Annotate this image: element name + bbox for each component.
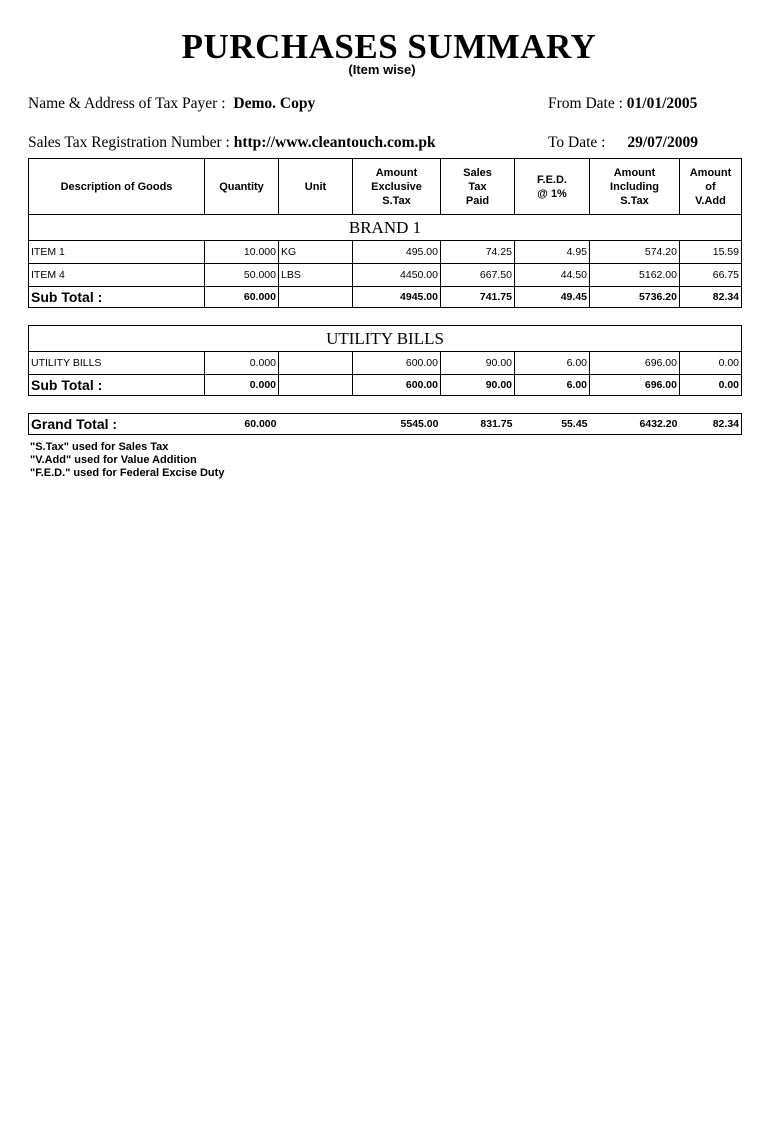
subtotal-fed: 49.45 (515, 287, 590, 308)
registration-value: http://www.cleantouch.com.pk (233, 134, 436, 151)
abbreviation-notes (30, 441, 224, 480)
table-row (29, 241, 742, 264)
registration-label: Sales Tax Registration Number : (28, 134, 230, 151)
cell-fed: 4.95 (515, 241, 590, 264)
subtotal-quantity: 0.000 (205, 375, 279, 396)
cell-sales-tax: 74.25 (441, 241, 515, 264)
cell-value-addition: 66.75 (680, 264, 742, 287)
subtotal-fed: 6.00 (515, 375, 590, 396)
grand-total-table (28, 413, 742, 435)
col-value-addition: Amount of V.Add (680, 159, 742, 215)
registration-line (28, 134, 436, 152)
from-date-label: From Date : (548, 95, 623, 112)
cell-description: ITEM 1 (29, 241, 205, 264)
table-row (29, 264, 742, 287)
col-sales-tax: Sales Tax Paid (441, 159, 515, 215)
note-line: "V.Add" used for Value Addition (30, 454, 197, 466)
note-line: "S.Tax" used for Sales Tax (30, 441, 169, 453)
cell-value-addition: 15.59 (680, 241, 742, 264)
cell-quantity: 0.000 (205, 352, 279, 375)
to-date-value: 29/07/2009 (627, 134, 698, 151)
grand-total-label: Grand Total : (29, 414, 205, 435)
subtotal-sales-tax: 741.75 (441, 287, 515, 308)
subtotal-amount-including: 5736.20 (590, 287, 680, 308)
section-utility-bills (28, 325, 742, 396)
cell-unit (279, 352, 353, 375)
subtotal-sales-tax: 90.00 (441, 375, 515, 396)
section-title: UTILITY BILLS (29, 326, 742, 352)
taxpayer-name-line (28, 95, 315, 113)
subtotal-label: Sub Total : (29, 375, 205, 396)
subtotal-quantity: 60.000 (205, 287, 279, 308)
cell-fed: 44.50 (515, 264, 590, 287)
subtotal-value-addition: 82.34 (680, 287, 742, 308)
cell-fed: 6.00 (515, 352, 590, 375)
col-unit: Unit (279, 159, 353, 215)
taxpayer-name-label: Name & Address of Tax Payer : (28, 95, 226, 112)
section-title: BRAND 1 (29, 215, 742, 241)
grand-total-quantity: 60.000 (205, 414, 279, 435)
cell-amount-including: 5162.00 (590, 264, 680, 287)
cell-value-addition: 0.00 (680, 352, 742, 375)
subtotal-unit (279, 287, 353, 308)
cell-sales-tax: 90.00 (441, 352, 515, 375)
grand-total-unit (279, 414, 353, 435)
cell-description: UTILITY BILLS (29, 352, 205, 375)
subtotal-amount-exclusive: 4945.00 (353, 287, 441, 308)
column-header-table (28, 158, 742, 215)
cell-quantity: 10.000 (205, 241, 279, 264)
col-description: Description of Goods (29, 159, 205, 215)
cell-quantity: 50.000 (205, 264, 279, 287)
grand-total-value-addition: 82.34 (680, 414, 742, 435)
to-date-line (548, 134, 698, 152)
col-fed: F.E.D. @ 1% (515, 159, 590, 215)
cell-description: ITEM 4 (29, 264, 205, 287)
cell-sales-tax: 667.50 (441, 264, 515, 287)
to-date-label: To Date : (548, 134, 606, 151)
cell-amount-exclusive: 600.00 (353, 352, 441, 375)
subtotal-row (29, 375, 742, 396)
subtotal-row (29, 287, 742, 308)
grand-total-sales-tax: 831.75 (441, 414, 515, 435)
report-subtitle: (Item wise) (348, 62, 416, 77)
note-line: "F.E.D." used for Federal Excise Duty (30, 467, 225, 479)
taxpayer-name-value: Demo. Copy (233, 95, 316, 112)
cell-amount-including: 574.20 (590, 241, 680, 264)
subtotal-amount-exclusive: 600.00 (353, 375, 441, 396)
subtotal-amount-including: 696.00 (590, 375, 680, 396)
col-amount-exclusive: Amount Exclusive S.Tax (353, 159, 441, 215)
subtotal-value-addition: 0.00 (680, 375, 742, 396)
subtotal-unit (279, 375, 353, 396)
grand-total-fed: 55.45 (515, 414, 590, 435)
col-quantity: Quantity (205, 159, 279, 215)
report-title: PURCHASES SUMMARY (181, 27, 597, 66)
cell-amount-including: 696.00 (590, 352, 680, 375)
table-row (29, 352, 742, 375)
grand-total-amount-including: 6432.20 (590, 414, 680, 435)
section-brand-1 (28, 214, 742, 308)
cell-unit: KG (279, 241, 353, 264)
col-amount-including: Amount Including S.Tax (590, 159, 680, 215)
from-date-line (548, 95, 697, 113)
from-date-value: 01/01/2005 (626, 95, 698, 112)
cell-unit: LBS (279, 264, 353, 287)
cell-amount-exclusive: 495.00 (353, 241, 441, 264)
cell-amount-exclusive: 4450.00 (353, 264, 441, 287)
grand-total-row (29, 414, 742, 435)
grand-total-amount-exclusive: 5545.00 (353, 414, 441, 435)
subtotal-label: Sub Total : (29, 287, 205, 308)
